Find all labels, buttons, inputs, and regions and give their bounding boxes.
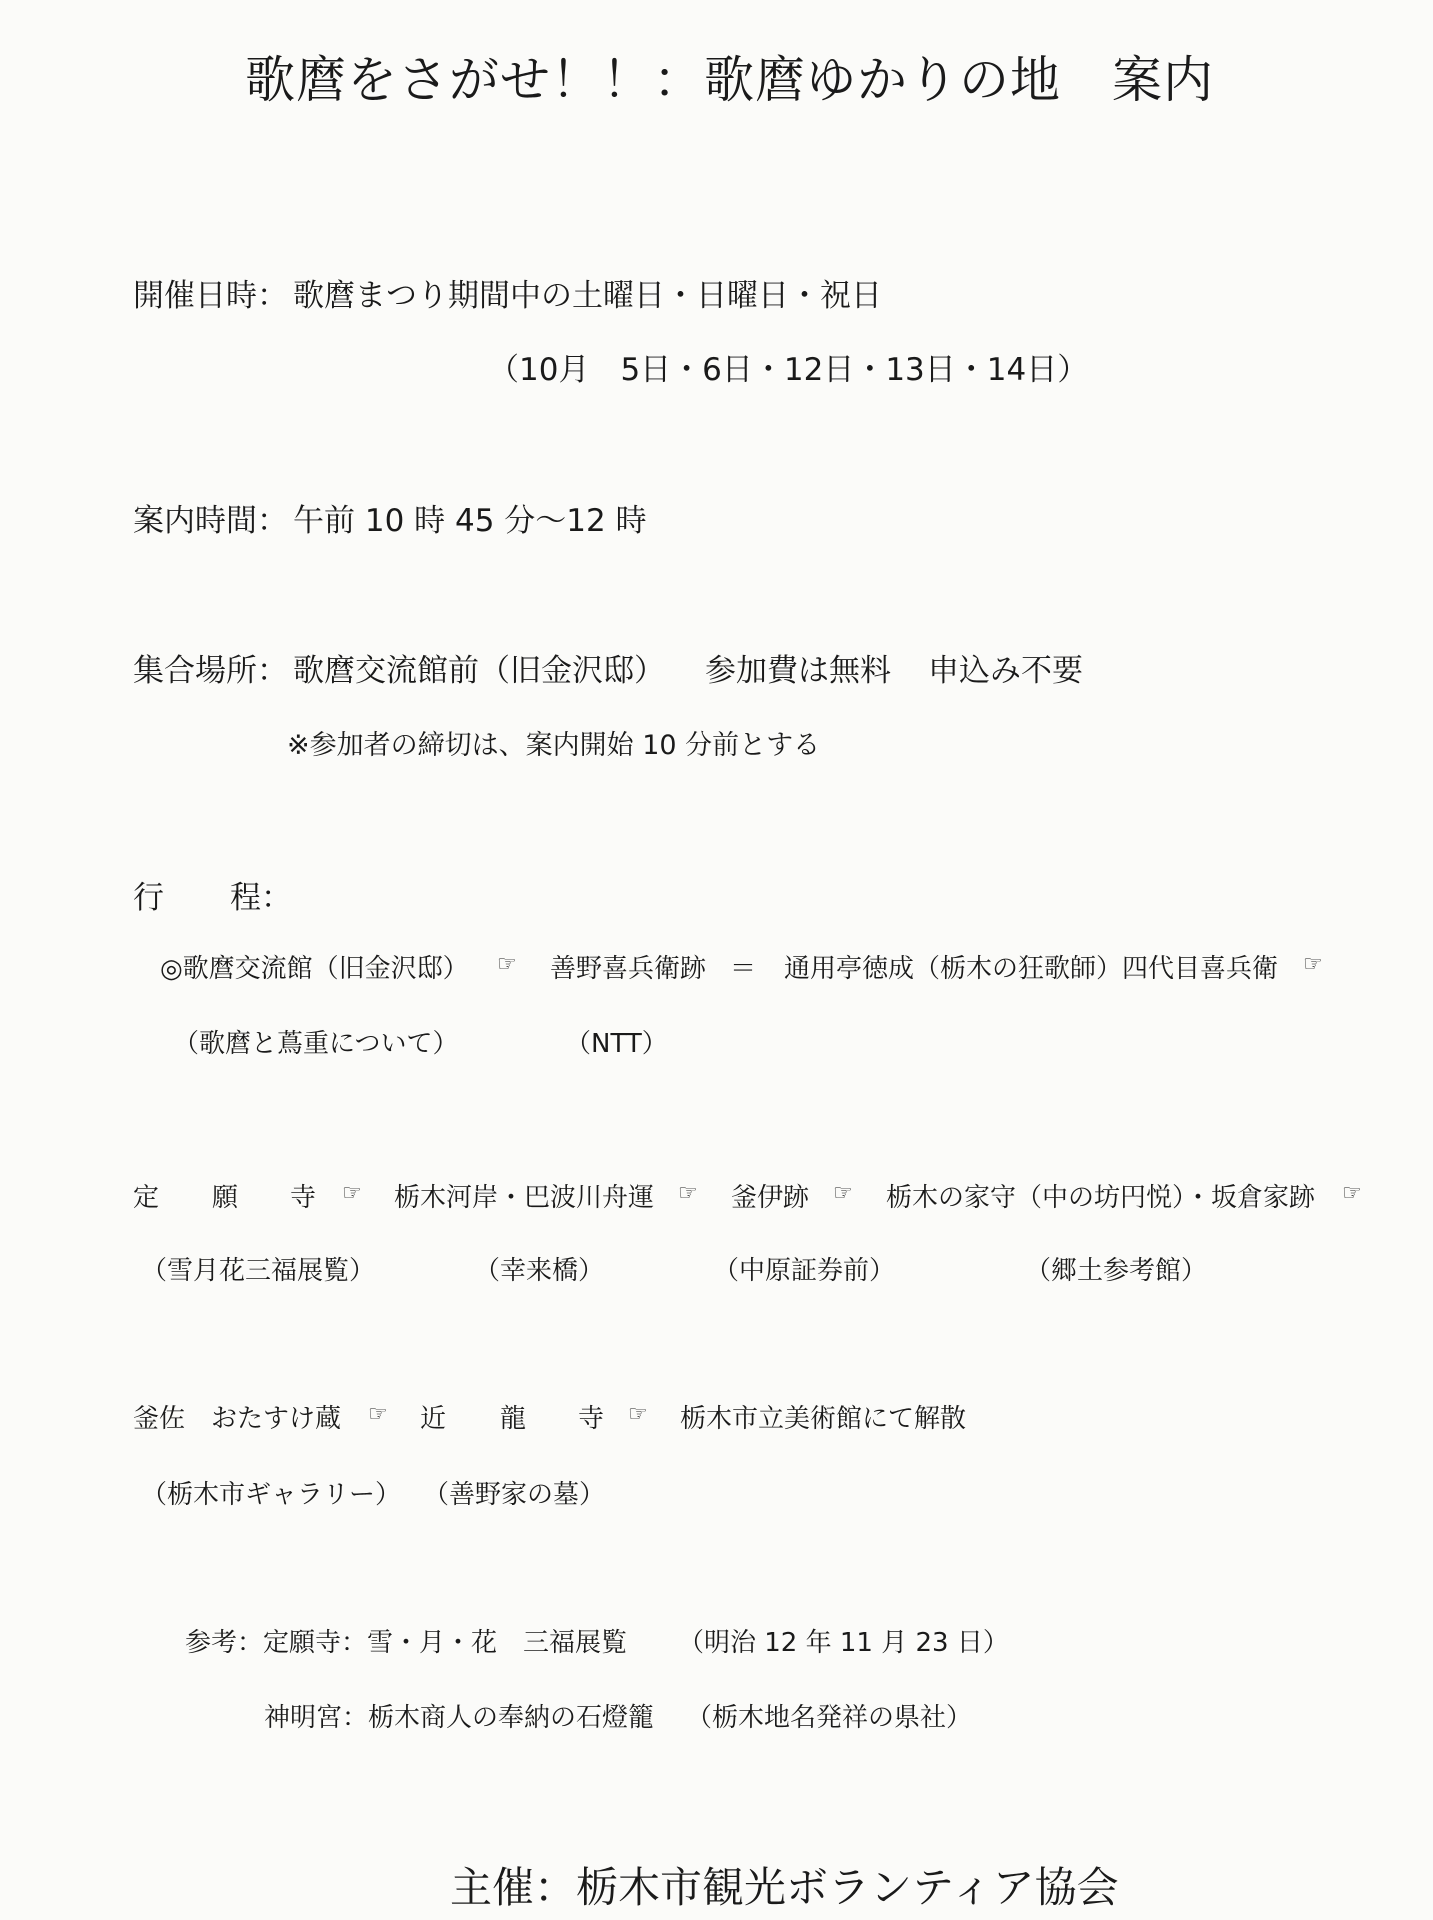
time-value: 午前 10 時 45 分〜12 時 — [293, 503, 647, 539]
route-stop: ◎歌麿交流館（旧金沢邸） — [160, 954, 469, 984]
pointing-hand-icon: ☞ — [342, 1181, 362, 1206]
route-stop-note: （幸来橋） — [474, 1256, 605, 1286]
route-stop-note: （郷土参考館） — [1025, 1256, 1208, 1286]
route-stop-note: （雪月花三福展覧） — [141, 1256, 376, 1286]
time-label: 案内時間： — [133, 503, 288, 539]
pointing-hand-icon: ☞ — [497, 952, 517, 977]
route-stop: 栃木河岸・巴波川舟運 — [394, 1183, 655, 1213]
itinerary-label-2: 程： — [230, 880, 292, 916]
date-label: 開催日時： — [133, 278, 288, 314]
meeting-label: 集合場所： — [133, 653, 288, 689]
date-value: 歌麿まつり期間中の土曜日・日曜日・祝日 — [293, 278, 882, 314]
date-detail: （10月 5日・6日・12日・13日・14日） — [488, 352, 1089, 388]
organizer: 主催：栃木市観光ボランティア協会 — [450, 1863, 1119, 1912]
route-stop-char: 近 — [420, 1404, 447, 1434]
route-stop-note: （善野家の墓） — [423, 1480, 606, 1510]
meeting-note: ※参加者の締切は、案内開始 10 分前とする — [287, 730, 821, 761]
route-stop-char: 願 — [212, 1183, 239, 1213]
itinerary-label-1: 行 — [133, 880, 164, 916]
route-stop-char: 定 — [133, 1183, 160, 1213]
route-stop-note: （中原証券前） — [713, 1256, 896, 1286]
meeting-value: 歌麿交流館前（旧金沢邸） — [293, 653, 665, 689]
pointing-hand-icon: ☞ — [368, 1402, 388, 1427]
pointing-hand-icon: ☞ — [1342, 1181, 1362, 1206]
reference-label: 参考：定願寺：雪・月・花 三福展覧 — [185, 1628, 628, 1658]
route-stop-note: （歌麿と蔦重について） — [173, 1029, 459, 1059]
route-stop-char: 寺 — [290, 1183, 317, 1213]
route-stop-note: （栃木市ギャラリー） — [141, 1480, 402, 1510]
route-stop-note: （NTT） — [565, 1029, 668, 1059]
pointing-hand-icon: ☞ — [678, 1181, 698, 1206]
route-stop: 通用亭徳成（栃木の狂歌師）四代目喜兵衛 — [784, 954, 1279, 984]
reference-line-2-note: （栃木地名発祥の県社） — [686, 1703, 973, 1733]
reference-date: （明治 12 年 11 月 23 日） — [678, 1628, 1009, 1658]
route-stop-char: 寺 — [578, 1404, 605, 1434]
equals-sign: ＝ — [730, 954, 757, 984]
page-title: 歌麿をさがせ！！：歌麿ゆかりの地 案内 — [245, 51, 1214, 109]
route-stop: 栃木市立美術館にて解散 — [680, 1404, 967, 1434]
pointing-hand-icon: ☞ — [628, 1402, 648, 1427]
pointing-hand-icon: ☞ — [1303, 952, 1323, 977]
route-stop: 善野喜兵衛跡 — [550, 954, 707, 984]
route-stop-char: 龍 — [500, 1404, 527, 1434]
pointing-hand-icon: ☞ — [833, 1181, 853, 1206]
route-stop: 栃木の家守（中の坊円悦）・坂倉家跡 — [886, 1183, 1316, 1213]
route-stop: 釜伊跡 — [731, 1183, 810, 1213]
meeting-apply: 申込み不要 — [928, 653, 1083, 689]
reference-line-2: 神明宮：栃木商人の奉納の石燈籠 — [264, 1703, 655, 1733]
route-stop: 釜佐 おたすけ蔵 — [133, 1404, 342, 1434]
meeting-fee: 参加費は無料 — [705, 653, 891, 689]
